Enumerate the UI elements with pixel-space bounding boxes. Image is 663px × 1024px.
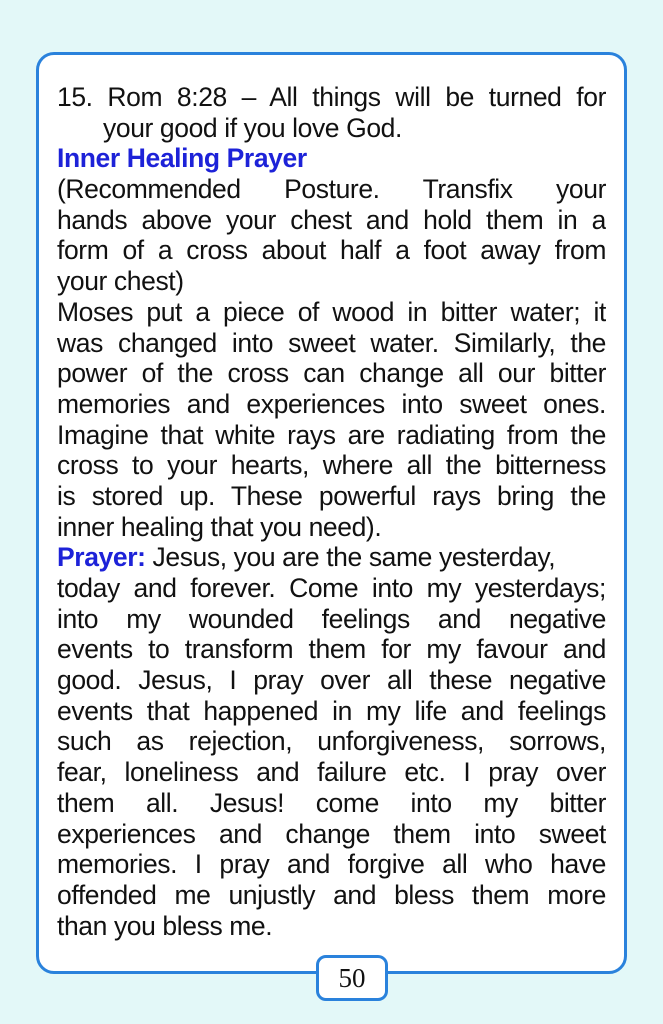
page-number: 50 xyxy=(316,955,388,1001)
moses-line: is stored up. These powerful rays bring the xyxy=(57,480,606,511)
prayer-line: offended me unjustly and bless them more xyxy=(57,879,606,910)
moses-line: cross to your hearts, where all the bitterness xyxy=(57,450,606,481)
item-line-2: your good if you love God. xyxy=(103,112,402,143)
prayer-first-line xyxy=(57,542,606,573)
prayer-label: Prayer: xyxy=(57,542,146,573)
prayer-line: today and forever. Come into my yesterdays; xyxy=(57,573,606,603)
prayer-line: events that happened in my life and feelings xyxy=(57,695,606,726)
page-content xyxy=(57,82,606,941)
prayer-line: than you bless me. xyxy=(57,910,273,941)
moses-line: inner healing that you need). xyxy=(57,511,382,542)
prayer-line: experiences and change them into sweet xyxy=(57,818,606,849)
prayer-line: them all. Jesus! come into my bitter xyxy=(57,787,606,818)
item-line-1: 15. Rom 8:28 – All things will be turned for xyxy=(57,82,606,112)
prayer-line: such as rejection, unforgiveness, sorrows, xyxy=(57,726,606,757)
moses-line: was changed into sweet water. Similarly, the xyxy=(57,327,606,358)
moses-line: memories and experiences into sweet ones. xyxy=(57,388,606,419)
prayer-line: memories. I pray and forgive all who have xyxy=(57,849,606,880)
posture-line: your chest) xyxy=(57,266,184,297)
posture-line: (Recommended Posture. Transfix your xyxy=(57,174,606,205)
section-heading: Inner Healing Prayer xyxy=(57,143,307,174)
prayer-line: events to transform them for my favour and xyxy=(57,634,606,665)
moses-line: power of the cross can change all our bitter xyxy=(57,358,606,389)
prayer-line: into my wounded feelings and negative xyxy=(57,603,606,634)
prayer-line: fear, loneliness and failure etc. I pray over xyxy=(57,757,606,788)
posture-line: hands above your chest and hold them in a xyxy=(57,204,606,235)
moses-line: Moses put a piece of wood in bitter water; it xyxy=(57,296,606,327)
prayer-line: good. Jesus, I pray over all these negative xyxy=(57,665,606,696)
prayer-first-text: Jesus, you are the same yesterday, xyxy=(145,542,556,573)
posture-line: form of a cross about half a foot away from xyxy=(57,235,606,266)
moses-line: Imagine that white rays are radiating from the xyxy=(57,419,606,450)
